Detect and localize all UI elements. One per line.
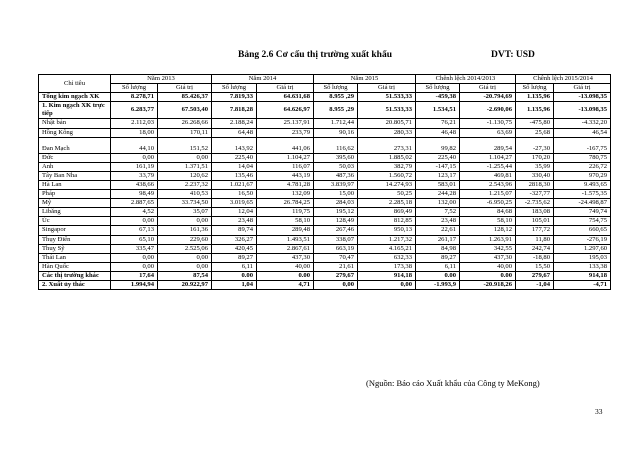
unit-label: DVT: USD <box>491 50 535 60</box>
table-cell: 280,33 <box>358 128 416 137</box>
table-cell: 128,49 <box>314 217 358 226</box>
table-cell: 4.781,28 <box>257 180 314 189</box>
table-cell: 469,81 <box>460 171 516 180</box>
table-cell: 6,11 <box>416 262 460 271</box>
table-cell: 63,69 <box>460 128 516 137</box>
table-row <box>39 93 611 102</box>
table-cell: 812,85 <box>358 217 416 226</box>
table-cell: 4.165,21 <box>358 244 416 253</box>
table-cell: -18,80 <box>516 253 554 262</box>
table-cell: 161,36 <box>158 226 212 235</box>
table-cell: 123,17 <box>416 171 460 180</box>
table-cell: 382,79 <box>358 162 416 171</box>
table-cell: 7.818,28 <box>212 102 257 119</box>
table-cell: 105,01 <box>516 217 554 226</box>
row-label: Thuỵ Sỹ <box>39 244 111 253</box>
table-cell: 87,54 <box>158 271 212 280</box>
table-cell: 869,49 <box>358 208 416 217</box>
table-cell: 0,00 <box>158 217 212 226</box>
table-cell: 1.215,07 <box>460 190 516 199</box>
table-cell: 51.533,33 <box>358 93 416 102</box>
header-subhead: Giá trị <box>554 84 611 93</box>
table-cell: 132,00 <box>416 199 460 208</box>
table-cell: 46,54 <box>554 128 611 137</box>
table-cell: 119,75 <box>257 208 314 217</box>
table-row <box>39 262 611 271</box>
table-row <box>39 208 611 217</box>
table-cell: -4,71 <box>554 280 611 289</box>
table-cell: 289,48 <box>257 226 314 235</box>
table-cell: 183,08 <box>516 208 554 217</box>
table-cell: 2.543,96 <box>460 180 516 189</box>
table-cell: 0,00 <box>111 153 158 162</box>
table-cell: -13.098,35 <box>554 102 611 119</box>
table-cell: 8.955 ,29 <box>314 93 358 102</box>
table-cell: 67.503,40 <box>158 102 212 119</box>
page-number: 33 <box>595 407 603 416</box>
table-cell: 135,46 <box>212 171 257 180</box>
table-cell: 173,38 <box>358 262 416 271</box>
table-cell: 64,48 <box>212 128 257 137</box>
table-cell: 437,30 <box>257 253 314 262</box>
table-cell: 780,75 <box>554 153 611 162</box>
table-cell: 1.371,51 <box>158 162 212 171</box>
table-cell: 18,00 <box>111 128 158 137</box>
table-cell: 663,19 <box>314 244 358 253</box>
table-cell: 143,92 <box>212 137 257 153</box>
table-cell: 0,00 <box>111 253 158 262</box>
table-cell: 0.00 <box>212 271 257 280</box>
row-label: Đức <box>39 153 111 162</box>
table-cell: 0,00 <box>111 262 158 271</box>
table-cell: 289,54 <box>460 137 516 153</box>
row-label: Hồng Kông <box>39 128 111 137</box>
table-cell: 0.00 <box>257 271 314 280</box>
table-cell: 50,25 <box>358 190 416 199</box>
table-cell: 161,19 <box>111 162 158 171</box>
table-cell: 64.631,68 <box>257 93 314 102</box>
row-label: Thái Lan <box>39 253 111 262</box>
row-label: Đan Mạch <box>39 137 111 153</box>
table-row <box>39 190 611 199</box>
table-cell: 9.493,65 <box>554 180 611 189</box>
table-cell: 970,29 <box>554 171 611 180</box>
table-cell: 15,50 <box>516 262 554 271</box>
table-cell: 133,38 <box>554 262 611 271</box>
table-cell: 99,82 <box>416 137 460 153</box>
table-cell: -1.993,9 <box>416 280 460 289</box>
table-row <box>39 199 611 208</box>
table-cell: 2818,30 <box>516 180 554 189</box>
table-cell: 20.805,71 <box>358 119 416 128</box>
table-cell: 4,71 <box>257 280 314 289</box>
row-label: Thụy Điển <box>39 235 111 244</box>
table-cell: 233,79 <box>257 128 314 137</box>
table-cell: 85.426,37 <box>158 93 212 102</box>
table-cell: 128,12 <box>460 226 516 235</box>
table-cell: 67,13 <box>111 226 158 235</box>
header-subhead: Số lượng <box>416 84 460 93</box>
table-cell: 132,09 <box>257 190 314 199</box>
table-cell: 170,20 <box>516 153 554 162</box>
export-market-table <box>38 74 611 290</box>
table-cell: 26.268,66 <box>158 119 212 128</box>
table-cell: -276,19 <box>554 235 611 244</box>
table-cell: 754,75 <box>554 217 611 226</box>
table-cell: 225,40 <box>416 153 460 162</box>
table-row <box>39 217 611 226</box>
header-row-groups <box>39 75 611 84</box>
table-cell: -20.918,26 <box>460 280 516 289</box>
table-cell: 44,10 <box>111 137 158 153</box>
table-cell: 279,67 <box>516 271 554 280</box>
table-cell: 242,74 <box>516 244 554 253</box>
table-row <box>39 244 611 253</box>
table-cell: 335,47 <box>111 244 158 253</box>
row-label: Hàn Quốc <box>39 262 111 271</box>
table-cell: 89,27 <box>212 253 257 262</box>
table-cell: 17,64 <box>111 271 158 280</box>
table-cell: 14.274,93 <box>358 180 416 189</box>
table-cell: 70,47 <box>314 253 358 262</box>
table-cell: -27,30 <box>516 137 554 153</box>
table-cell: -13.098,35 <box>554 93 611 102</box>
table-cell: 244,28 <box>416 190 460 199</box>
table-cell: 950,13 <box>358 226 416 235</box>
table-cell: 0,00 <box>111 217 158 226</box>
table-cell: 50,03 <box>314 162 358 171</box>
table-cell: 1.135,96 <box>516 93 554 102</box>
table-cell: -327,77 <box>516 190 554 199</box>
table-cell: 1.994,94 <box>111 280 158 289</box>
table-cell: 914,18 <box>358 271 416 280</box>
header-group: Năm 2013 <box>111 75 212 84</box>
table-row <box>39 235 611 244</box>
table-row <box>39 162 611 171</box>
table-cell: 170,11 <box>158 128 212 137</box>
table-cell: 33.734,50 <box>158 199 212 208</box>
table-row <box>39 137 611 153</box>
row-label: Tổng kim ngạch XK <box>39 93 111 102</box>
table-row <box>39 171 611 180</box>
table-cell: 8.955 ,29 <box>314 102 358 119</box>
table-cell: 2.887,65 <box>111 199 158 208</box>
table-cell: 46,48 <box>416 128 460 137</box>
table-cell: 1.104,27 <box>257 153 314 162</box>
table-cell: 284,03 <box>314 199 358 208</box>
table-cell: 195,12 <box>314 208 358 217</box>
table-cell: 338,07 <box>314 235 358 244</box>
table-row <box>39 280 611 289</box>
table-cell: 89,27 <box>416 253 460 262</box>
table-row <box>39 271 611 280</box>
table-cell: 84,98 <box>416 244 460 253</box>
table-cell: 20.922,97 <box>158 280 212 289</box>
table-cell: 229,60 <box>158 235 212 244</box>
table-cell: 90,16 <box>314 128 358 137</box>
row-label: Nhật bản <box>39 119 111 128</box>
table-cell: 58,10 <box>460 217 516 226</box>
header-row-subheads <box>39 84 611 93</box>
row-label: Libăng <box>39 208 111 217</box>
table-cell: 6.283,77 <box>111 102 158 119</box>
table-cell: 1.493,51 <box>257 235 314 244</box>
header-subhead: Số lượng <box>516 84 554 93</box>
row-label: Singapor <box>39 226 111 235</box>
table-cell: 65,10 <box>111 235 158 244</box>
table-cell: 438,66 <box>111 180 158 189</box>
table-cell: 7.819,33 <box>212 93 257 102</box>
table-cell: -24.498,87 <box>554 199 611 208</box>
table-cell: 35,99 <box>516 162 554 171</box>
table-cell: 7,52 <box>416 208 460 217</box>
row-label: Anh <box>39 162 111 171</box>
table-cell: 116,07 <box>257 162 314 171</box>
header-subhead: Số lượng <box>111 84 158 93</box>
table-cell: 3.839,97 <box>314 180 358 189</box>
table-cell: 0,00 <box>314 280 358 289</box>
table-cell: -1,04 <box>516 280 554 289</box>
table-cell: 225,40 <box>212 153 257 162</box>
table-cell: 279,67 <box>314 271 358 280</box>
table-cell: 1.534,51 <box>416 102 460 119</box>
table-cell: 23,48 <box>212 217 257 226</box>
table-cell: 1.021,67 <box>212 180 257 189</box>
row-label: Tây Ban Nha <box>39 171 111 180</box>
row-label: Mỹ <box>39 199 111 208</box>
table-cell: 0,00 <box>158 262 212 271</box>
table-cell: 2.285,18 <box>358 199 416 208</box>
table-cell: 342,55 <box>460 244 516 253</box>
table-cell: 437,30 <box>460 253 516 262</box>
table-cell: 1.217,32 <box>358 235 416 244</box>
table-cell: 16,50 <box>212 190 257 199</box>
table-cell: 0,00 <box>158 153 212 162</box>
table-cell: -1.255,44 <box>460 162 516 171</box>
table-cell: 22,61 <box>416 226 460 235</box>
table-row <box>39 128 611 137</box>
header-subhead: Giá trị <box>460 84 516 93</box>
table-cell: 273,31 <box>358 137 416 153</box>
table-cell: -4.332,20 <box>554 119 611 128</box>
table-cell: 1.885,02 <box>358 153 416 162</box>
table-cell: 2.112,03 <box>111 119 158 128</box>
table-cell: 2.188,24 <box>212 119 257 128</box>
row-label: Úc <box>39 217 111 226</box>
table-cell: 35,07 <box>158 208 212 217</box>
table-cell: 226,72 <box>554 162 611 171</box>
table-cell: 261,17 <box>416 235 460 244</box>
row-label: Hà Lan <box>39 180 111 189</box>
table-cell: 195,03 <box>554 253 611 262</box>
table-cell: 1.297,60 <box>554 244 611 253</box>
table-cell: 1.560,72 <box>358 171 416 180</box>
header-group: Chênh lệch 2015/2014 <box>516 75 611 84</box>
table-cell: 40,00 <box>257 262 314 271</box>
table-row <box>39 226 611 235</box>
table-cell: 151,52 <box>158 137 212 153</box>
table-cell: -6.950,25 <box>460 199 516 208</box>
table-cell: 116,62 <box>314 137 358 153</box>
table-cell: 12,04 <box>212 208 257 217</box>
table-cell: 3.019,65 <box>212 199 257 208</box>
row-label: 2. Xuất ủy thác <box>39 280 111 289</box>
table-cell: 749,74 <box>554 208 611 217</box>
table-row <box>39 253 611 262</box>
table-cell: 2.525,06 <box>158 244 212 253</box>
table-cell: -1.130,75 <box>460 119 516 128</box>
table-cell: 76,21 <box>416 119 460 128</box>
table-cell: 395,60 <box>314 153 358 162</box>
table-cell: -167,75 <box>554 137 611 153</box>
row-label: 1. Kim ngạch XK trực tiếp <box>39 102 111 119</box>
table-cell: 33,79 <box>111 171 158 180</box>
table-cell: 120,62 <box>158 171 212 180</box>
table-cell: 1,04 <box>212 280 257 289</box>
table-cell: 8.278,71 <box>111 93 158 102</box>
table-cell: 98,49 <box>111 190 158 199</box>
table-cell: 420,45 <box>212 244 257 253</box>
table-row <box>39 180 611 189</box>
table-caption <box>0 50 638 66</box>
header-subhead: Giá trị <box>158 84 212 93</box>
table-cell: 441,06 <box>257 137 314 153</box>
table-cell: 1.712,44 <box>314 119 358 128</box>
table-row <box>39 119 611 128</box>
table-cell: 1.135,96 <box>516 102 554 119</box>
source-note: (Nguồn: Báo cáo Xuất khẩu của Công ty MeKong) <box>366 378 540 388</box>
header-group: Năm 2014 <box>212 75 314 84</box>
header-subhead: Số lượng <box>212 84 257 93</box>
table-cell: 0,00 <box>158 253 212 262</box>
table-cell: 15,00 <box>314 190 358 199</box>
table-cell: 410,53 <box>158 190 212 199</box>
table-cell: 443,19 <box>257 171 314 180</box>
table-cell: 0.00 <box>416 271 460 280</box>
table-cell: 326,27 <box>212 235 257 244</box>
table-cell: 58,10 <box>257 217 314 226</box>
header-group: Chênh lệch 2014/2013 <box>416 75 516 84</box>
table-cell: 84,68 <box>460 208 516 217</box>
table-cell: 64.626,97 <box>257 102 314 119</box>
table-row <box>39 102 611 119</box>
table-cell: 632,33 <box>358 253 416 262</box>
table-cell: 26.784,25 <box>257 199 314 208</box>
table-body <box>39 93 611 290</box>
table-cell: 21,61 <box>314 262 358 271</box>
header-subhead: Giá trị <box>358 84 416 93</box>
table-cell: 23,48 <box>416 217 460 226</box>
header-subhead: Số lượng <box>314 84 358 93</box>
table-cell: 2.867,61 <box>257 244 314 253</box>
table-cell: 14,04 <box>212 162 257 171</box>
table-cell: 0.00 <box>460 271 516 280</box>
row-label: Pháp <box>39 190 111 199</box>
table-cell: 330,40 <box>516 171 554 180</box>
table-cell: 487,36 <box>314 171 358 180</box>
table-cell: -459,38 <box>416 93 460 102</box>
table-title: Bảng 2.6 Cơ cấu thị trường xuất khẩu <box>238 50 392 60</box>
table-cell: 1.104,27 <box>460 153 516 162</box>
table-cell: 51.533,33 <box>358 102 416 119</box>
table-cell: 6,11 <box>212 262 257 271</box>
table-cell: 583,01 <box>416 180 460 189</box>
table-cell: 660,65 <box>554 226 611 235</box>
table-cell: 25.137,91 <box>257 119 314 128</box>
table-cell: 177,72 <box>516 226 554 235</box>
table-cell: -2.690,06 <box>460 102 516 119</box>
table-cell: 25,68 <box>516 128 554 137</box>
header-corner: Chỉ tiêu <box>39 75 111 93</box>
table-cell: 11,80 <box>516 235 554 244</box>
table-cell: -2.735,62 <box>516 199 554 208</box>
table-cell: 2.237,32 <box>158 180 212 189</box>
header-subhead: Giá trị <box>257 84 314 93</box>
table-cell: -147,15 <box>416 162 460 171</box>
header-group: Năm 2015 <box>314 75 416 84</box>
row-label: Các thị trường khác <box>39 271 111 280</box>
table-cell: 89,74 <box>212 226 257 235</box>
table-cell: 40,00 <box>460 262 516 271</box>
table-row <box>39 153 611 162</box>
table-cell: 1.263,91 <box>460 235 516 244</box>
table-cell: -20.794,69 <box>460 93 516 102</box>
table-cell: 914,18 <box>554 271 611 280</box>
table-cell: -1.575,35 <box>554 190 611 199</box>
table-cell: -475,80 <box>516 119 554 128</box>
table-cell: 0,00 <box>358 280 416 289</box>
table-cell: 267,46 <box>314 226 358 235</box>
table-cell: 4,52 <box>111 208 158 217</box>
